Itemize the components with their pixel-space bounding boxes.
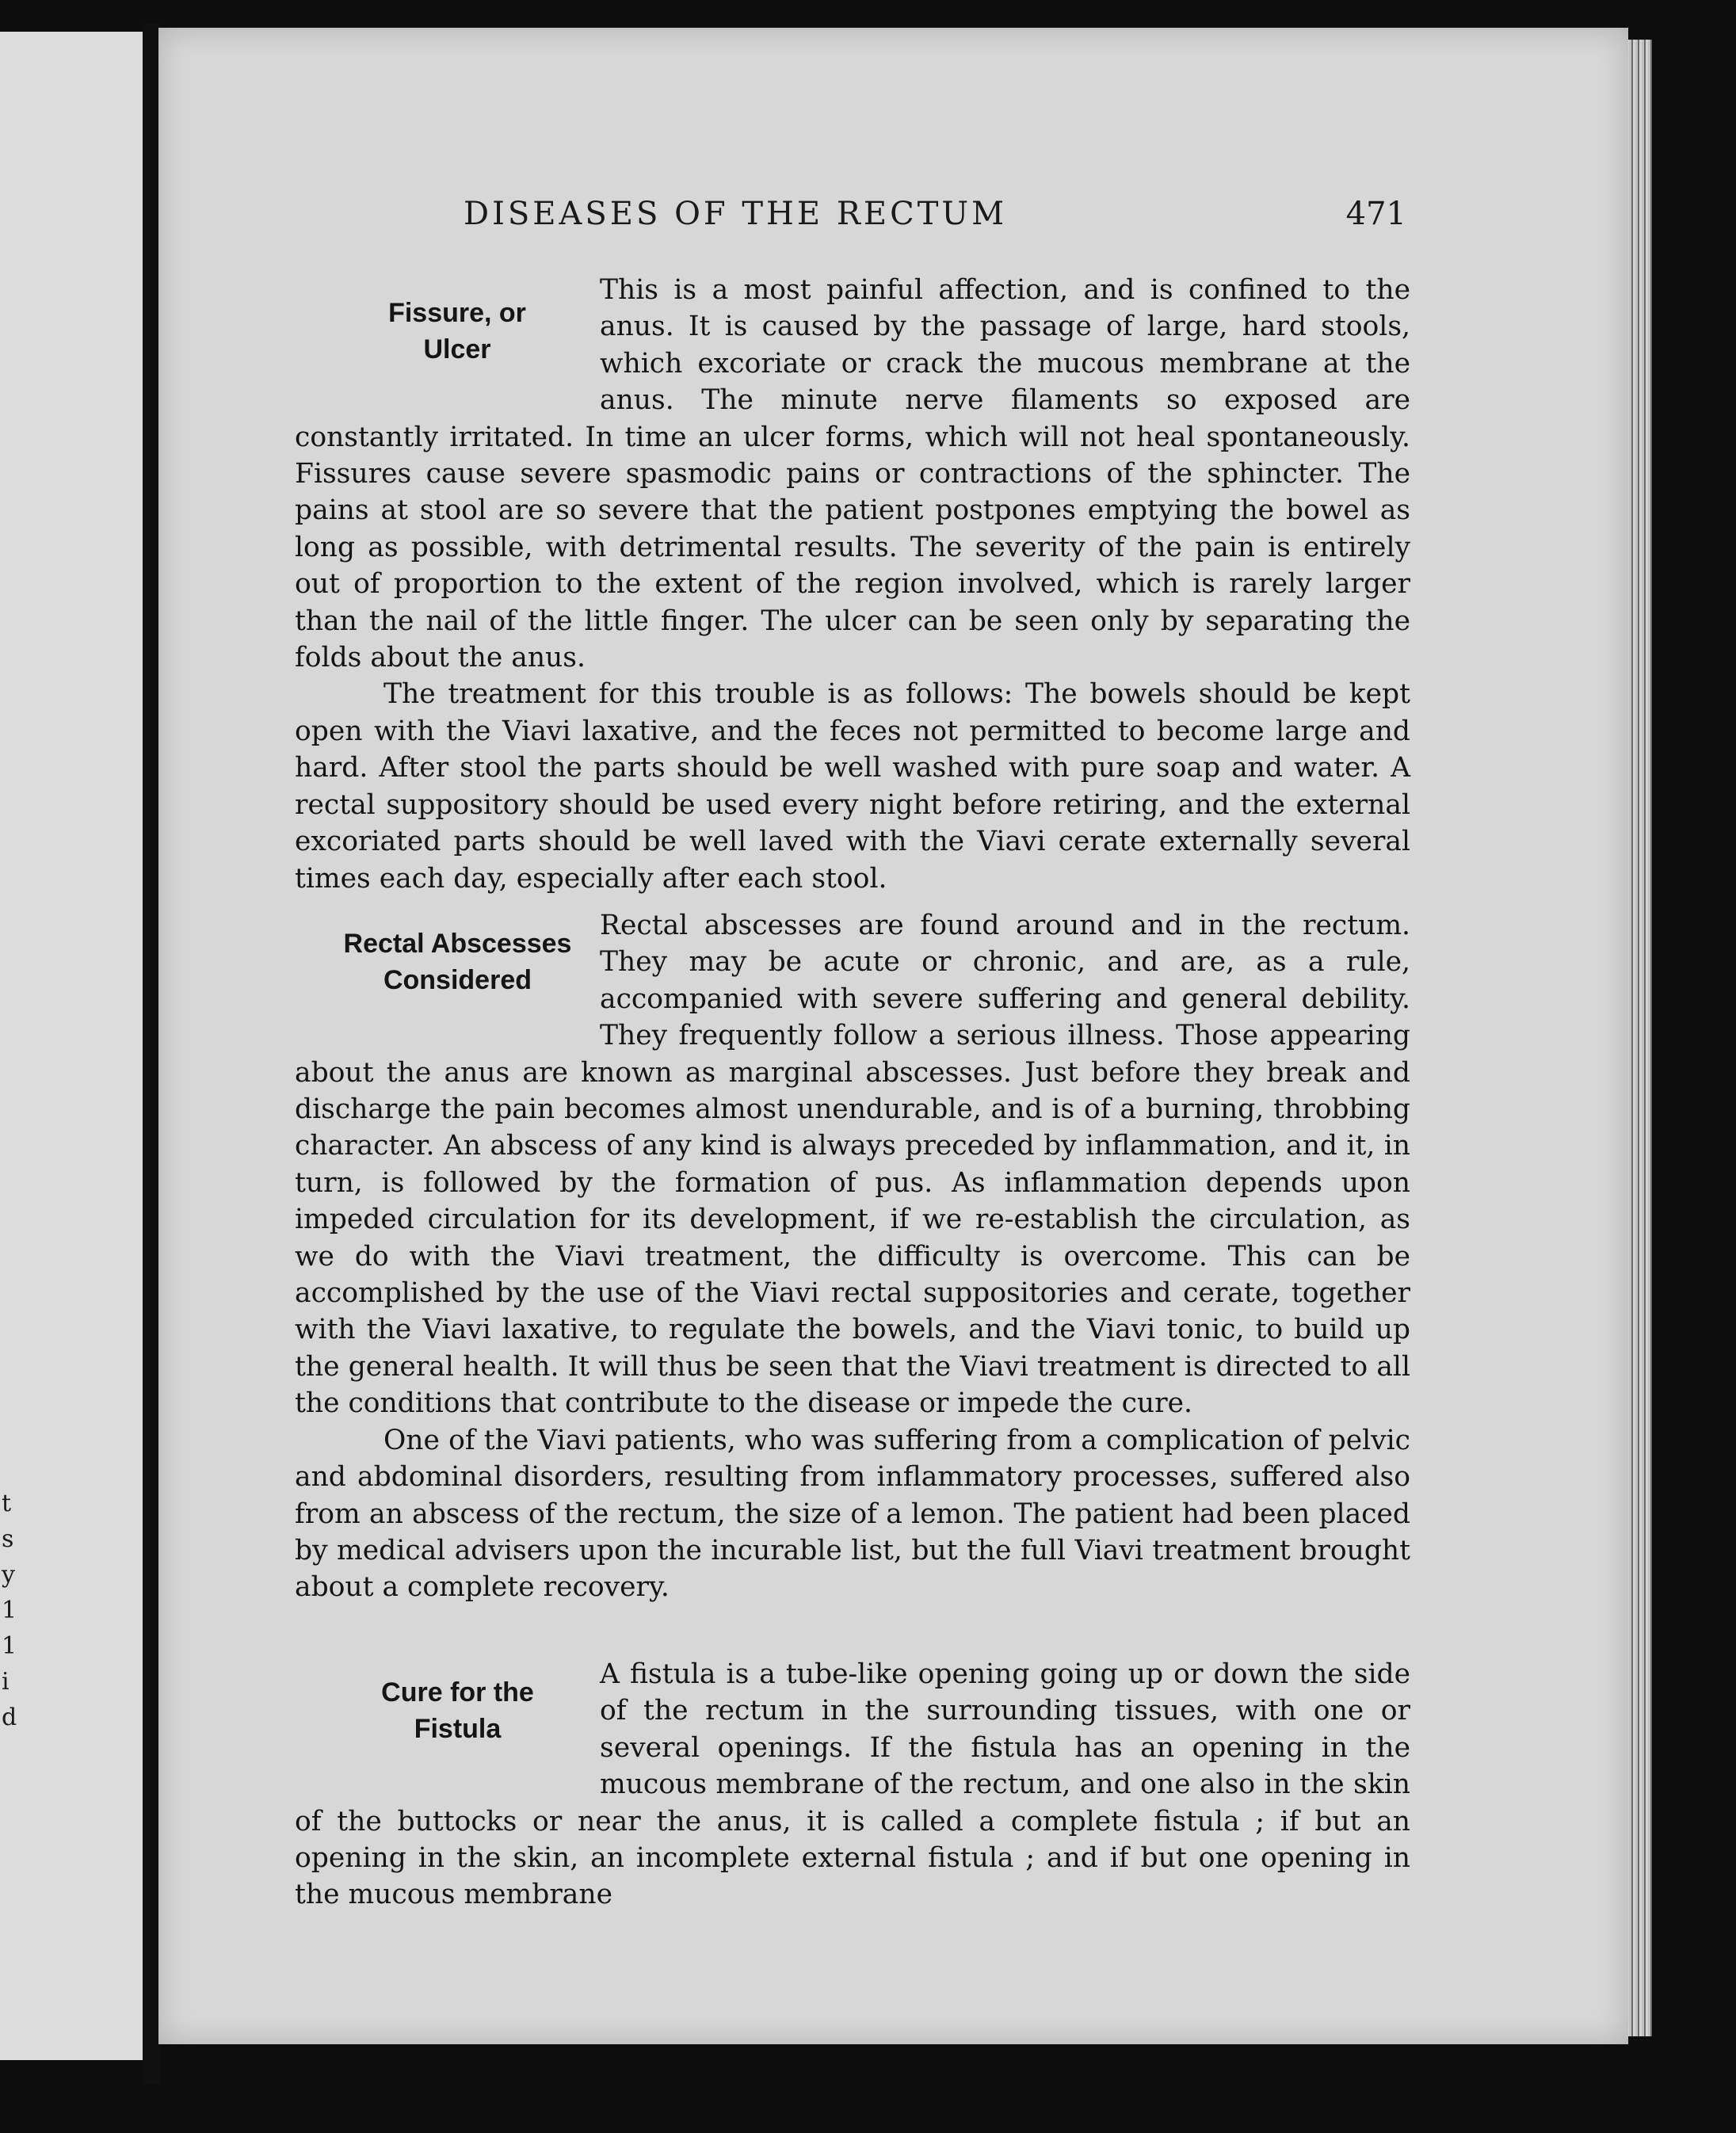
side-heading-line: Ulcer: [423, 334, 491, 364]
section-abscesses: [295, 907, 1410, 1606]
paragraph: One of the Viavi patients, who was suffering from a complication of pelvic and abdominal disorders, resulting from inflammatory processes, suffered also from an abscess of the rectum, the size of a lemon. The patient had been placed by medical advisers upon the incurable list, but the full Viavi treatment brought about a complete recovery.: [295, 1424, 1410, 1604]
section-fistula: [295, 1656, 1410, 1914]
page-number: 471: [1345, 196, 1406, 232]
page-header: [464, 196, 1406, 239]
facing-page-fragment: s: [2, 1525, 14, 1553]
book-gutter: [143, 24, 160, 2084]
facing-page-fragment: y: [2, 1561, 15, 1589]
paragraph: This is a most painful affection, and is confined to the anus. It is caused by the passage of large, hard stools, which excoriate or crack the mucous membrane at the anus. The minute nerve filaments so exposed are constantly irritated. In time an ulcer forms, which will not heal spontaneously. Fissures cause severe spasmodic pains or contractions of the sphincter. The pains at stool are so severe that the patient postpones emptying the bowel as long as possible, with detrimental results. The severity of the pain is entirely out of proportion to the extent of the region involved, which is rarely larger than the nail of the little finger. The ulcer can be seen only by separating the folds about the anus.: [295, 274, 1410, 674]
facing-page-fragment: 1: [2, 1632, 17, 1660]
paragraph: Rectal abscesses are found around and in the rectum. They may be acute or chronic, and are, as a rule, accompanied with severe suffering and general debility. They frequently follow a serious illness. Those appearing about the anus are known as marginal abscesses. Just before they break and discharge the pain becomes almost unendurable, and is of a burning, throbbing character. An abscess of any kind is always preceded by inflammation, and it, in turn, is followed by the formation of pus. As inflammation depends upon impeded circulation for its development, if we re-establish the circulation, as we do with the Viavi treatment, the difficulty is overcome. This can be accomplished by the use of the Viavi rectal suppositories and cerate, together with the Viavi laxative, to regulate the bowels, and the Viavi tonic, to build up the general health. It will thus be seen that the Viavi treatment is directed to all the conditions that contribute to the disease or impede the cure.: [295, 910, 1410, 1420]
side-heading-line: Rectal Abscesses: [343, 929, 572, 959]
running-head: DISEASES OF THE RECTUM: [464, 196, 1008, 232]
section-fissure: [295, 272, 1410, 897]
side-heading-line: Considered: [383, 965, 532, 995]
facing-page-fragment: 1: [2, 1597, 17, 1624]
facing-page-fragment: t: [2, 1490, 12, 1517]
paragraph: A fistula is a tube-like opening going up or down the side of the rectum in the surrounding tissues, with one or several openings. If the fistula has an opening in the mucous membrane of the rectum, and one also in the skin of the buttocks or near the anus, it is called a complete fistula ; if but an opening in the skin, an incomplete external fistula ; and if but one opening in the mucous membrane: [295, 1658, 1410, 1911]
paragraph: The treatment for this trouble is as follows: The bowels should be kept open with the Viavi laxative, and the feces not permitted to become large and hard. After stool the parts should be well washed with pure soap and water. A rectal suppository should be used every night before retiring, and the external excoriated parts should be well laved with the Viavi cerate externally several times each day, especially after each stool.: [295, 678, 1410, 895]
side-heading-line: Fissure, or: [388, 298, 526, 328]
side-heading-line: Fistula: [414, 1714, 502, 1744]
facing-page-fragment: i: [2, 1668, 10, 1696]
facing-page-fragment: d: [2, 1704, 17, 1731]
facing-page: [0, 32, 147, 2060]
side-heading-line: Cure for the: [381, 1677, 534, 1708]
